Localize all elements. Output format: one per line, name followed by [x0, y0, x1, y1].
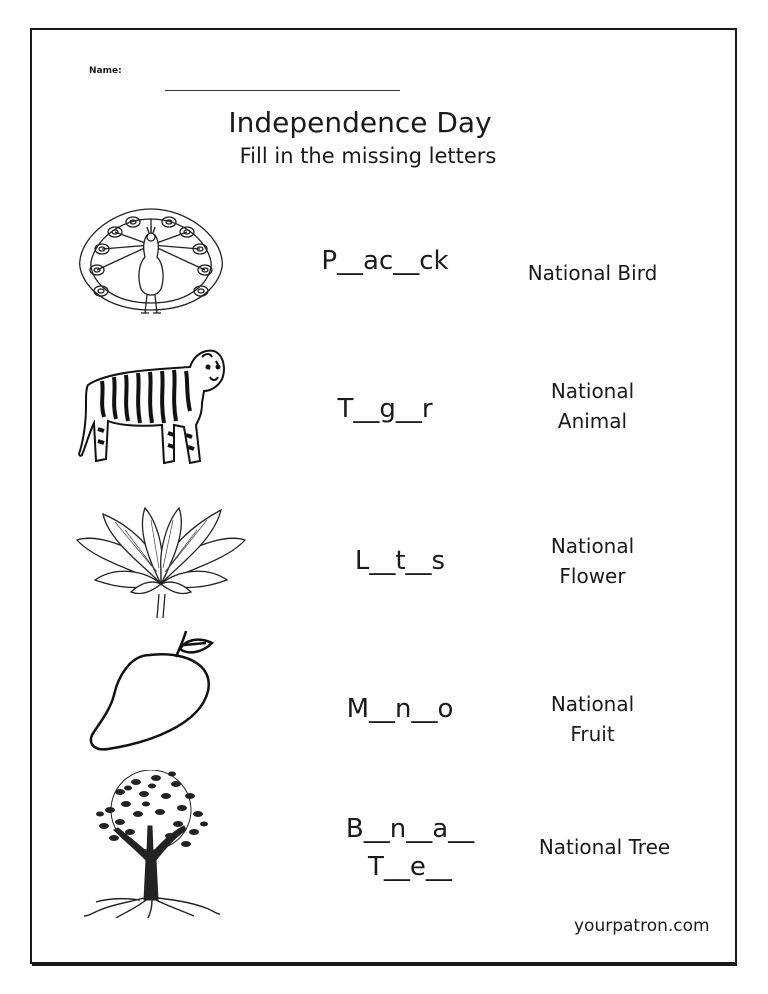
desc-line-2: Flower — [559, 564, 626, 588]
footer-site: yourpatron.com — [574, 916, 710, 936]
peacock-icon — [75, 205, 227, 320]
desc-national-tree: National Tree — [538, 835, 671, 859]
page-subtitle: Fill in the missing letters — [239, 144, 497, 168]
word-line-2: T__e__ — [368, 852, 452, 882]
word-blank-tiger: T__g__r — [337, 394, 433, 424]
desc-line-1: National — [550, 692, 635, 716]
desc-line-2: Fruit — [570, 722, 615, 746]
desc-national-flower — [510, 531, 675, 591]
tiger-icon — [78, 345, 228, 470]
desc-line-1: National — [550, 534, 635, 558]
word-blank-peacock: P__ac__ck — [321, 246, 449, 276]
desc-national-animal — [510, 376, 675, 436]
desc-line-1: National — [550, 379, 635, 403]
name-line — [165, 90, 400, 91]
word-blank-mango: M__n__o — [346, 694, 454, 724]
banyan-tree-icon — [80, 770, 222, 918]
word-blank-lotus: L__t__s — [354, 546, 446, 576]
name-label: Name: — [89, 66, 122, 76]
border-shadow — [32, 963, 737, 966]
mango-icon — [88, 627, 214, 753]
page-title: Independence Day — [228, 106, 492, 139]
desc-national-fruit — [510, 689, 675, 749]
desc-national-bird: National Bird — [527, 261, 658, 285]
word-blank-banyan-tree — [325, 810, 495, 886]
lotus-icon — [75, 500, 247, 618]
word-line-1: B__n__a__ — [345, 814, 475, 844]
desc-line-2: Animal — [557, 409, 628, 433]
